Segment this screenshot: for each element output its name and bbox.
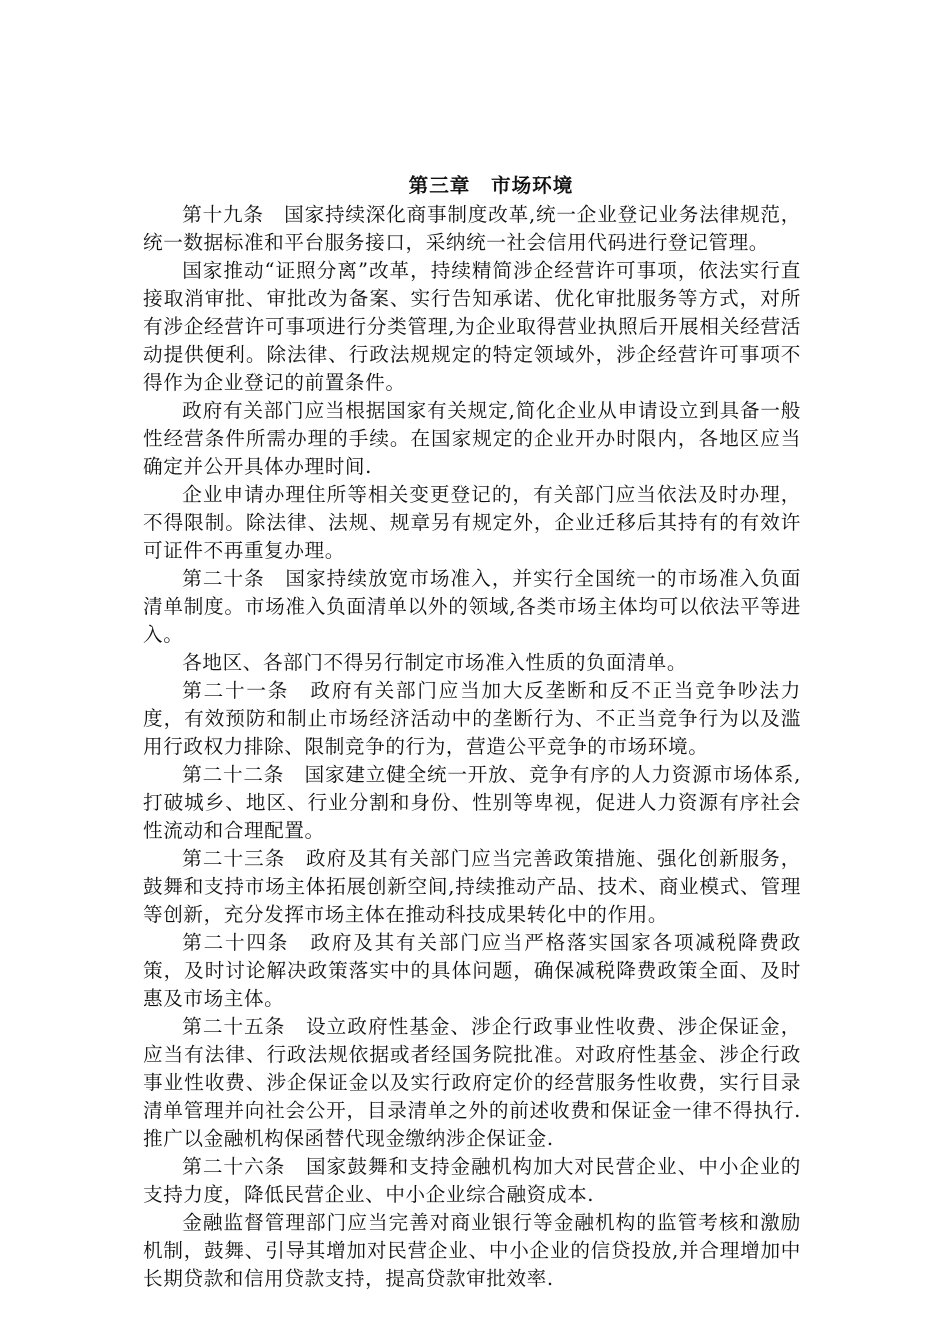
paragraph-article-22: 第二十二条 国家建立健全统一开放、竞争有序的人力资源市场体系,打破城乡、地区、行业分割和身份、性别等卑视，促进人力资源有序社会性流动和合理配置。 <box>143 763 801 842</box>
paragraph-negative-list: 各地区、各部门不得另行制定市场准入性质的负面清单。 <box>182 651 688 674</box>
paragraph-article-20: 第二十条 国家持续放宽市场准入，并实行全国统一的市场准入负面清单制度。市场准入负面清单以外的领域,各类市场主体均可以依法平等进入。 <box>143 567 801 646</box>
document-page <box>143 172 801 1293</box>
paragraph-article-25: 第二十五条 设立政府性基金、涉企行政事业性收费、涉企保证金，应当有法律、行政法规依据或者经国务院批准。对政府性基金、涉企行政事业性收费、涉企保证金以及实行政府定价的经营服务性收费，实行目录清单管理并向社会公开，目录清单之外的前述收费和保证金一律不得执行. 推广以金融机构保函替代现金缴纳涉企保证金. <box>143 1015 801 1150</box>
paragraph-article-23: 第二十三条 政府及其有关部门应当完善政策措施、强化创新服务，鼓舞和支持市场主体拓展创新空间,持续推动产品、技术、商业模式、管理等创新，充分发挥市场主体在推动科技成果转化中的作用。 <box>143 847 801 926</box>
paragraph-article-24: 第二十四条 政府及其有关部门应当严格落实国家各项减税降费政策，及时讨论解决政策落实中的具体问题，确保减税降费政策全面、及时惠及市场主体。 <box>143 931 801 1010</box>
paragraph-address-change: 企业申请办理住所等相关变更登记的，有关部门应当依法及时办理，不得限制。除法律、法规、规章另有规定外，企业迁移后其持有的有效许可证件不再重复办理。 <box>143 483 801 562</box>
paragraph-license-reform: 国家推动“证照分离”改革，持续精简涉企经营许可事项，依法实行直接取消审批、审批改为备案、实行告知承诺、优化审批服务等方式，对所有涉企经营许可事项进行分类管理,为企业取得营业执照后开展相关经营活动提供便利。除法律、行政法规规定的特定领域外，涉企经营许可事项不得作为企业登记的前置条件。 <box>143 259 801 394</box>
paragraph-procedure-simplification: 政府有关部门应当根据国家有关规定,简化企业从申请设立到具备一般性经营条件所需办理的手续。在国家规定的企业开办时限内，各地区应当确定并公开具体办理时间. <box>143 399 801 478</box>
paragraph-article-26: 第二十六条 国家鼓舞和支持金融机构加大对民营企业、中小企业的支持力度，降低民营企业、中小企业综合融资成本. <box>143 1155 801 1206</box>
paragraph-article-21: 第二十一条 政府有关部门应当加大反垄断和反不正当竞争吵法力度，有效预防和制止市场经济活动中的垄断行为、不正当竞争行为以及滥用行政权力排除、限制竞争的行为，营造公平竞争的市场环境。 <box>143 679 801 758</box>
paragraph-article-19: 第十九条 国家持续深化商事制度改革,统一企业登记业务法律规范，统一数据标准和平台服务接口，采纳统一社会信用代码进行登记管理。 <box>143 203 801 254</box>
chapter-title: 第三章 市场环境 <box>408 174 574 197</box>
paragraph-financial-supervision: 金融监督管理部门应当完善对商业银行等金融机构的监管考核和激励机制，鼓舞、引导其增加对民营企业、中小企业的信贷投放,并合理增加中长期贷款和信用贷款支持，提高贷款审批效率. <box>143 1211 801 1290</box>
